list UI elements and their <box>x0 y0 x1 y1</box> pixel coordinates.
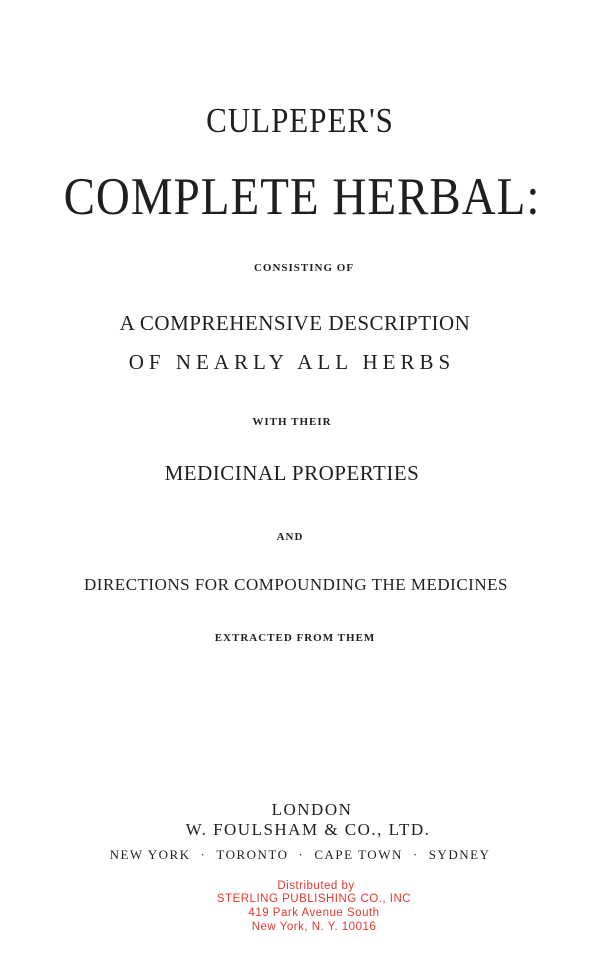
distributor-stamp-line-3: 419 Park Avenue South <box>248 907 380 919</box>
title-main: COMPLETE HERBAL: <box>63 167 541 227</box>
city-separator: · <box>412 847 419 862</box>
city-toronto: TORONTO <box>216 847 289 862</box>
city-separator: · <box>200 847 207 862</box>
subtitle-extracted: EXTRACTED FROM THEM <box>214 632 376 644</box>
directions-line: DIRECTIONS FOR COMPOUNDING THE MEDICINES <box>84 575 508 594</box>
description-line-2: OF NEARLY ALL HERBS <box>128 350 456 374</box>
subtitle-and: AND <box>276 531 304 543</box>
distributor-stamp-line-1: Distributed by <box>277 880 355 892</box>
city-cape-town: CAPE TOWN <box>314 847 403 862</box>
imprint-cities <box>0 847 600 863</box>
subtitle-with-their: WITH THEIR <box>252 416 332 428</box>
imprint-city: LONDON <box>271 800 353 819</box>
distributor-stamp-line-4: New York, N. Y. 10016 <box>251 921 377 933</box>
description-line-1: A COMPREHENSIVE DESCRIPTION <box>119 311 471 335</box>
city-new-york: NEW YORK <box>109 847 191 862</box>
distributor-stamp-line-2: STERLING PUBLISHING CO., INC <box>216 893 412 905</box>
city-sydney: SYDNEY <box>428 847 491 862</box>
city-separator: · <box>298 847 305 862</box>
medicinal-properties: MEDICINAL PROPERTIES <box>164 461 420 485</box>
subtitle-consisting-of: CONSISTING OF <box>253 262 355 274</box>
imprint-publisher: W. FOULSHAM & CO., LTD. <box>185 820 431 839</box>
title-author: CULPEPER'S <box>206 100 394 141</box>
